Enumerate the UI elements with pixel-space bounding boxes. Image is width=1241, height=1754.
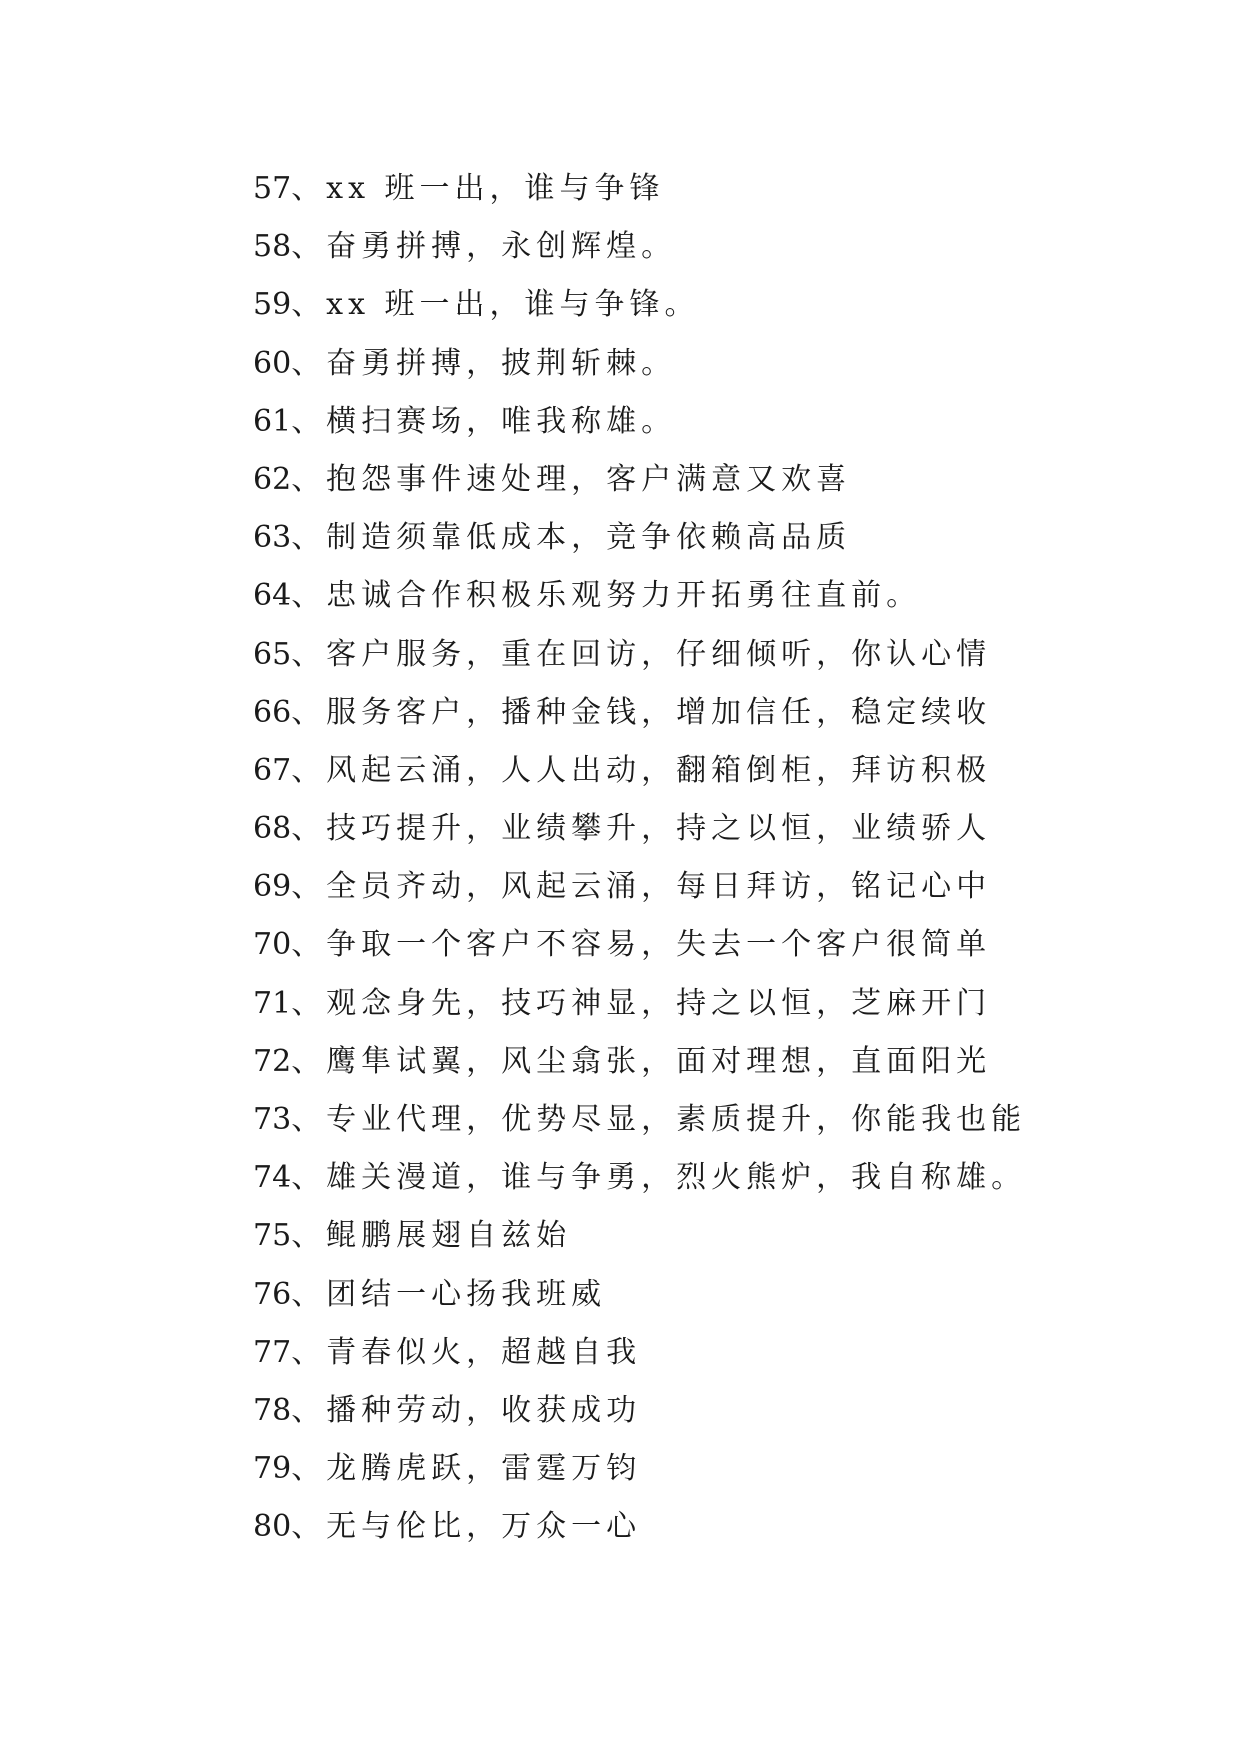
item-number: 63	[253, 520, 292, 556]
item-text: 、xx 班一出，谁与争锋	[291, 171, 665, 206]
item-number: 65	[253, 636, 292, 672]
item-number: 69	[253, 869, 292, 905]
list-item	[253, 1440, 1026, 1498]
list-item	[253, 393, 1026, 451]
slogan-list	[253, 160, 1026, 1557]
list-item	[253, 160, 1026, 218]
item-text: 、播种劳动，收获成功	[291, 1392, 642, 1428]
item-number: 78	[253, 1392, 292, 1428]
item-number: 61	[253, 403, 292, 439]
list-item	[253, 509, 1026, 567]
item-text: 、客户服务，重在回访，仔细倾听，你认心情	[291, 636, 992, 672]
list-item	[253, 742, 1026, 800]
item-text: 、鲲鹏展翅自兹始	[291, 1218, 572, 1254]
item-text: 、服务客户，播种金钱，增加信任，稳定续收	[291, 694, 992, 730]
list-item	[253, 1091, 1026, 1149]
item-number: 57	[253, 171, 292, 206]
item-number: 76	[253, 1276, 292, 1312]
list-item	[253, 1207, 1026, 1265]
item-number: 80	[253, 1509, 292, 1545]
item-number: 60	[253, 345, 292, 381]
list-item	[253, 1382, 1026, 1440]
item-number: 70	[253, 927, 292, 963]
item-number: 74	[253, 1160, 292, 1196]
item-number: 62	[253, 461, 292, 497]
item-text: 、团结一心扬我班威	[291, 1276, 607, 1312]
item-text: 、奋勇拼搏，披荆斩棘。	[291, 345, 677, 381]
item-text: 、制造须靠低成本，竞争依赖高品质	[291, 520, 852, 556]
item-number: 66	[253, 694, 292, 730]
list-item	[253, 335, 1026, 393]
list-item	[253, 975, 1026, 1033]
item-text: 、忠诚合作积极乐观努力开拓勇往直前。	[291, 578, 922, 614]
item-number: 59	[253, 287, 292, 323]
item-text: 、奋勇拼搏，永创辉煌。	[291, 229, 677, 265]
item-text: 、风起云涌，人人出动，翻箱倒柜，拜访积极	[291, 752, 992, 788]
list-item	[253, 684, 1026, 742]
list-item	[253, 1266, 1026, 1324]
list-item	[253, 567, 1026, 625]
item-text: 、龙腾虎跃，雷霆万钧	[291, 1451, 642, 1487]
list-item	[253, 916, 1026, 974]
item-number: 73	[253, 1102, 292, 1137]
item-text: 、无与伦比，万众一心	[291, 1509, 642, 1545]
item-text: 、技巧提升，业绩攀升，持之以恒，业绩骄人	[291, 811, 992, 847]
list-item	[253, 858, 1026, 916]
list-item	[253, 218, 1026, 276]
item-text: 、雄关漫道，谁与争勇，烈火熊炉，我自称雄。	[291, 1160, 1027, 1196]
item-number: 77	[253, 1334, 292, 1370]
item-number: 71	[253, 985, 292, 1021]
item-number: 72	[253, 1043, 292, 1079]
item-text: 、xx 班一出，谁与争锋。	[291, 287, 700, 323]
item-number: 58	[253, 229, 292, 265]
item-number: 64	[253, 578, 292, 614]
list-item	[253, 800, 1026, 858]
item-text: 、专业代理，优势尽显，素质提升，你能我也能	[291, 1102, 1027, 1137]
item-text: 、观念身先，技巧神显，持之以恒，芝麻开门	[291, 985, 992, 1021]
item-text: 、全员齐动，风起云涌，每日拜访，铭记心中	[291, 869, 992, 905]
item-number: 79	[253, 1451, 292, 1487]
item-text: 、青春似火，超越自我	[291, 1334, 642, 1370]
item-number: 67	[253, 752, 292, 788]
item-number: 68	[253, 811, 292, 847]
list-item	[253, 1324, 1026, 1382]
list-item	[253, 1033, 1026, 1091]
list-item	[253, 451, 1026, 509]
list-item	[253, 1498, 1026, 1556]
list-item	[253, 626, 1026, 684]
item-text: 、抱怨事件速处理，客户满意又欢喜	[291, 461, 852, 497]
list-item	[253, 276, 1026, 334]
item-text: 、争取一个客户不容易，失去一个客户很简单	[291, 927, 992, 963]
list-item	[253, 1149, 1026, 1207]
item-number: 75	[253, 1218, 292, 1254]
item-text: 、横扫赛场，唯我称雄。	[291, 403, 677, 439]
item-text: 、鹰隼试翼，风尘翕张，面对理想，直面阳光	[291, 1043, 992, 1079]
